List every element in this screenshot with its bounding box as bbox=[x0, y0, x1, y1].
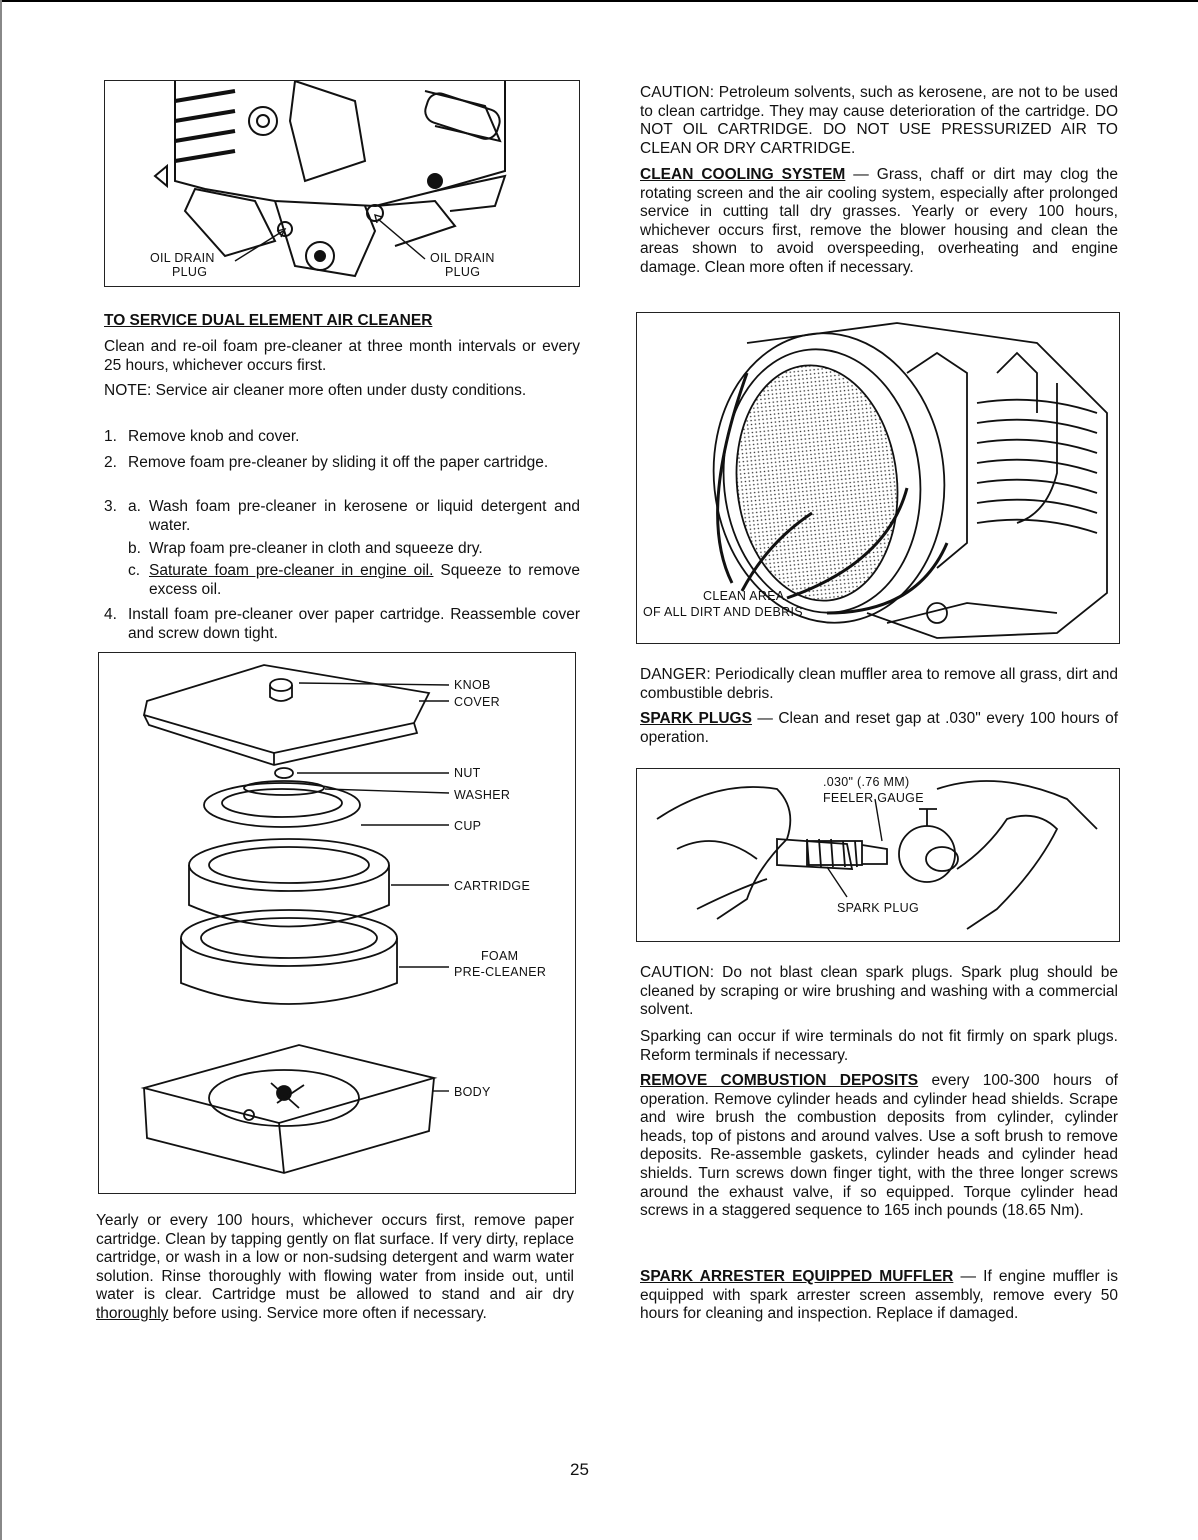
spark-plugs-paragraph bbox=[640, 710, 1118, 747]
oil-drain-figure bbox=[104, 80, 580, 287]
step-sub-letter: b. bbox=[128, 540, 141, 557]
washer-label: WASHER bbox=[454, 788, 511, 802]
spark-plug-figure bbox=[636, 768, 1120, 942]
left-edge bbox=[0, 0, 2, 1540]
gauge-size-label: .030" (.76 MM) bbox=[823, 775, 910, 789]
knob-label: KNOB bbox=[454, 678, 491, 692]
cooling-system-text: — Grass, chaff or dirt may clog the rotating screen and the air cooling system, especially after prolonged service in cutting tall dry grasses. Yearly or every 100 hours, whichever occurs first, remove the blower housing and clean the areas shown to avoid overspeeding, overheating and engine damage. Clean more often if necessary. bbox=[640, 166, 1118, 276]
page-number: 25 bbox=[570, 1460, 589, 1479]
foam-label: FOAM bbox=[481, 949, 519, 963]
spark-arrester-text: — If engine muffler is equipped with spark arrester screen assembly, remove every 50 hours for cleaning and inspection. Replace if damaged. bbox=[640, 1268, 1118, 1323]
step-sub-letter: a. bbox=[128, 498, 141, 515]
spark-arrester-heading: SPARK ARRESTER EQUIPPED MUFFLER bbox=[640, 1268, 954, 1285]
sparking-paragraph: Sparking can occur if wire terminals do not fit firmly on spark plugs. Reform terminals if necessary. bbox=[640, 1028, 1118, 1064]
spark-plug-label: SPARK PLUG bbox=[837, 901, 919, 915]
step-sub-letter: c. bbox=[128, 562, 141, 579]
cup-label: CUP bbox=[454, 819, 482, 833]
danger-muffler: DANGER: Periodically clean muffler area to remove all grass, dirt and combustible debris. bbox=[640, 666, 1118, 702]
body-label: BODY bbox=[454, 1085, 491, 1099]
clean-area-label-1: CLEAN AREA bbox=[703, 589, 785, 603]
step-text: Install foam pre-cleaner over paper cartridge. Reassemble cover and screw down tight. bbox=[128, 606, 580, 642]
cooling-system-heading: CLEAN COOLING SYSTEM bbox=[640, 166, 846, 183]
cartridge-label: CARTRIDGE bbox=[454, 879, 531, 893]
yearly-cartridge-paragraph bbox=[96, 1212, 574, 1324]
spark-arrester-paragraph bbox=[640, 1268, 1118, 1324]
oil-drain-left-line1: OIL DRAIN bbox=[150, 251, 215, 265]
step-underlined-text: Saturate foam pre-cleaner in engine oil. bbox=[149, 562, 434, 579]
step-number: 3. bbox=[104, 498, 117, 515]
clean-area-label-2: OF ALL DIRT AND DEBRIS bbox=[643, 605, 803, 619]
spark-plugs-text: — Clean and reset gap at .030" every 100 hours of operation. bbox=[640, 710, 1119, 746]
step-text: Wash foam pre-cleaner in kerosene or liquid detergent and water. bbox=[149, 498, 580, 534]
cooling-system-paragraph bbox=[640, 166, 1118, 278]
air-cleaner-figure bbox=[98, 652, 576, 1194]
step-text bbox=[149, 562, 580, 599]
air-cleaner-intro: Clean and re-oil foam pre-cleaner at three month intervals or every 25 hours, whichever occurs first. bbox=[104, 338, 580, 374]
oil-drain-right-label bbox=[430, 251, 495, 279]
step-text: Remove foam pre-cleaner by sliding it off the paper cartridge. bbox=[128, 454, 549, 471]
yearly-text-end: before using. Service more often if necessary. bbox=[168, 1304, 487, 1322]
air-cleaner-heading: TO SERVICE DUAL ELEMENT AIR CLEANER bbox=[104, 312, 433, 329]
step-text-rest: Squeeze to remove excess oil. bbox=[149, 562, 580, 598]
yearly-underlined: thoroughly bbox=[96, 1304, 169, 1322]
air-cleaner-exploded-illustration bbox=[99, 653, 575, 1193]
combustion-deposits-paragraph bbox=[640, 1072, 1118, 1221]
cooling-system-figure bbox=[636, 312, 1120, 644]
step-number: 1. bbox=[104, 428, 117, 445]
spark-plugs-heading: SPARK PLUGS bbox=[640, 710, 752, 727]
combustion-deposits-text: every 100-300 hours of operation. Remove cylinder heads and cylinder head shields. Scrape and wire brush the combustion deposits from cylinder, cylinder heads, top of pistons and around valves. Use a soft brush to remove deposits. Re-assemble gaskets, cylinder heads and cylinder head shields. Turn screws down finger tight, with the three longer screws around the exhaust valve, if so equipped. Torque cylinder head screws in a staggered sequence to 165 inch pounds (18.65 Nm). bbox=[640, 1072, 1118, 1220]
oil-drain-right-line1: OIL DRAIN bbox=[430, 251, 495, 265]
oil-drain-left-line2: PLUG bbox=[172, 265, 208, 279]
nut-label: NUT bbox=[454, 766, 481, 780]
combustion-deposits-heading: REMOVE COMBUSTION DEPOSITS bbox=[640, 1072, 919, 1089]
air-cleaner-note: NOTE: Service air cleaner more often under dusty conditions. bbox=[104, 382, 527, 399]
step-number: 2. bbox=[104, 454, 117, 471]
pre-cleaner-label: PRE-CLEANER bbox=[454, 965, 547, 979]
caution-solvents: CAUTION: Petroleum solvents, such as kerosene, are not to be used to clean cartridge. They may cause deterioration of the cartridge. DO NOT OIL CARTRIDGE. DO NOT USE PRESSURIZED AIR TO CLEAN OR DRY CARTRIDGE. bbox=[640, 84, 1118, 157]
top-edge bbox=[0, 0, 1198, 2]
cover-label: COVER bbox=[454, 695, 500, 709]
step-text: Remove knob and cover. bbox=[128, 428, 300, 445]
yearly-text: Yearly or every 100 hours, whichever occurs first, remove paper cartridge. Clean by tapping gently on flat surface. If very dirty, replace cartridge, or wash in a low or non-sudsing detergent and warm water solution. Rinse thoroughly with flowing water from inside out, until water is clear. Cartridge must be allowed to stand and air dry bbox=[96, 1212, 574, 1304]
oil-drain-right-line2: PLUG bbox=[445, 265, 481, 279]
caution-spark-plugs: CAUTION: Do not blast clean spark plugs. Spark plug should be cleaned by scraping or wire brushing and washing with a commercial solvent. bbox=[640, 964, 1118, 1019]
feeler-gauge-label: FEELER GAUGE bbox=[823, 791, 924, 805]
oil-drain-left-label bbox=[150, 251, 215, 279]
step-number: 4. bbox=[104, 606, 117, 623]
step-text: Wrap foam pre-cleaner in cloth and squeeze dry. bbox=[149, 540, 483, 557]
